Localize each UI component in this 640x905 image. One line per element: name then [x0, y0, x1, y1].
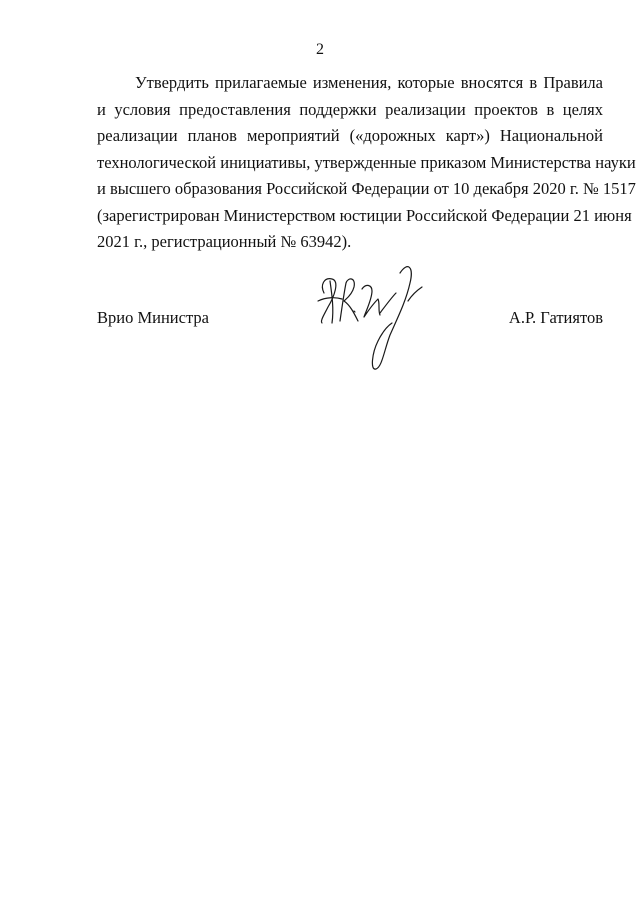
- signer-name: А.Р. Гатиятов: [508, 308, 603, 327]
- paragraph-line: (зарегистрирован Министерством юстиции Российской Федерации 21 июня: [97, 205, 632, 225]
- paragraph-line: 2021 г., регистрационный № 63942).: [97, 232, 352, 251]
- paragraph-line: и высшего образования Российской Федерации от 10 декабря 2020 г. № 1517: [97, 179, 636, 198]
- order-paragraph: [97, 70, 636, 256]
- paragraph-line: Утвердить прилагаемые изменения, которые вносятся в Правила: [135, 73, 603, 92]
- handwritten-signature: [312, 255, 424, 377]
- paragraph-line: реализации планов мероприятий («дорожных карт») Национальной: [97, 126, 603, 145]
- signer-position: Врио Министра: [97, 308, 209, 327]
- page-number: 2: [316, 41, 324, 58]
- paragraph-line: и условия предоставления поддержки реализации проектов в целях: [97, 99, 603, 119]
- paragraph-line: технологической инициативы, утвержденные приказом Министерства науки: [97, 152, 636, 172]
